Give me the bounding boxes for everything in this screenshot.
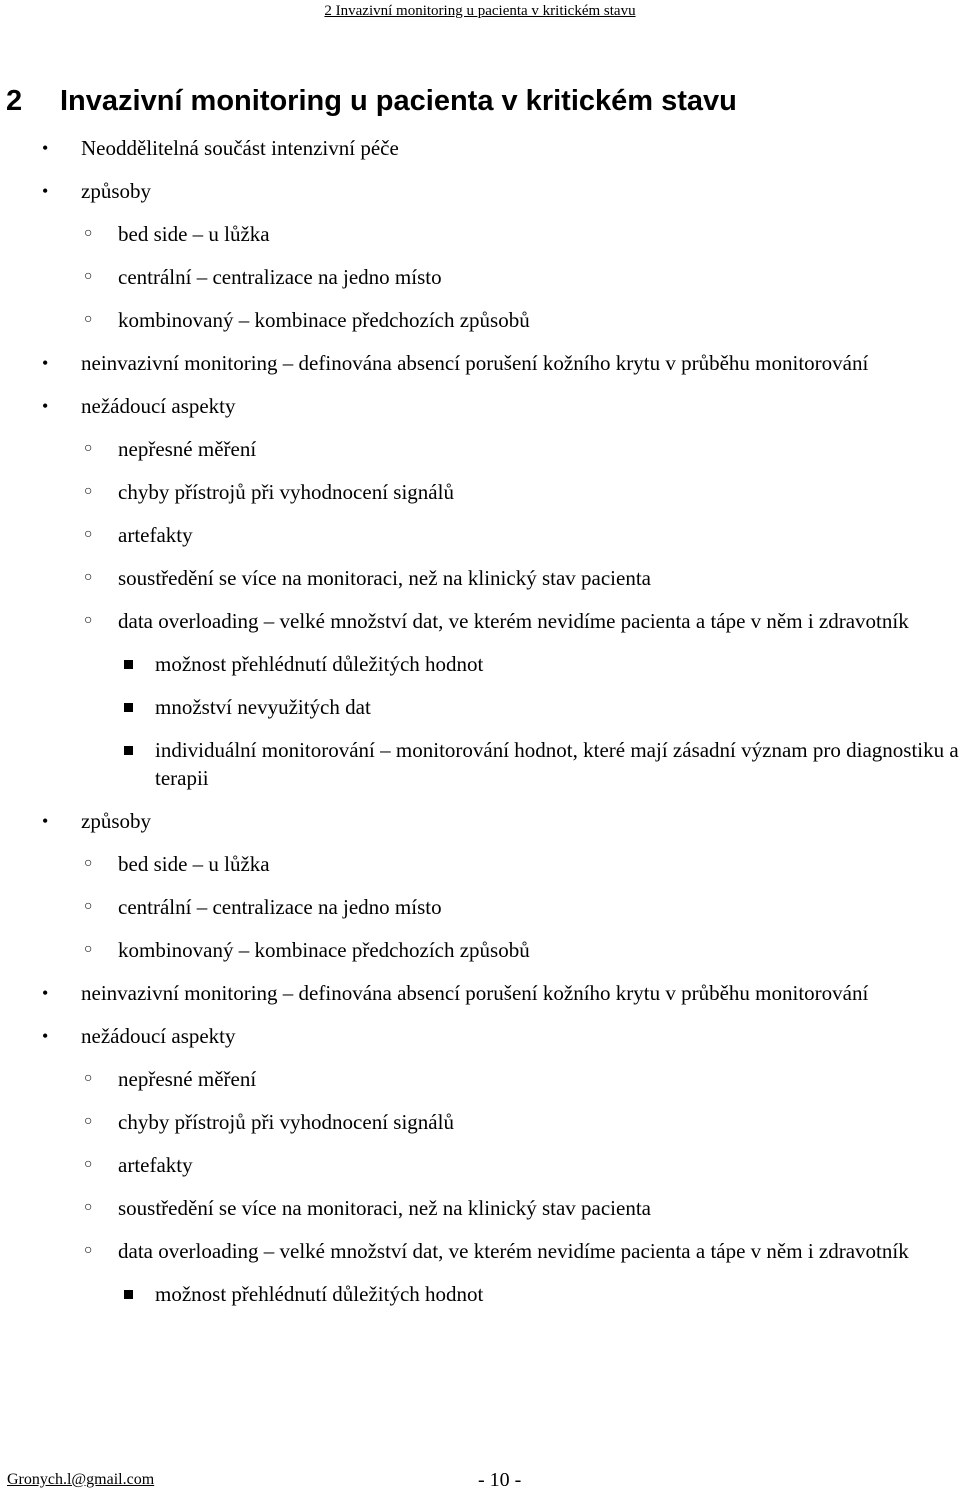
bullet-circle-icon: ○ — [84, 942, 93, 957]
list-item-level-2 — [0, 607, 938, 635]
bullet-circle-icon: ○ — [84, 269, 93, 284]
list-item-text: data overloading – velké množství dat, ve kterém nevidíme pacienta a tápe v něm i zdravotník — [118, 1239, 909, 1263]
list-item-text: nepřesné měření — [118, 437, 257, 461]
list-item-level-2 — [0, 220, 938, 248]
list-item-level-2 — [0, 564, 938, 592]
section-heading — [6, 82, 737, 120]
bullet-dot-icon: • — [42, 811, 49, 831]
list-item-level-2 — [0, 893, 938, 921]
list-item-text: individuální monitorování – monitorování hodnot, které mají zásadní význam pro diagnostiku a terapii — [155, 738, 959, 790]
list-item-level-2 — [0, 1237, 938, 1265]
list-item-level-1 — [0, 807, 931, 835]
bullet-circle-icon: ○ — [84, 899, 93, 914]
bullet-circle-icon: ○ — [84, 1071, 93, 1086]
list-item-text: data overloading – velké množství dat, ve kterém nevidíme pacienta a tápe v něm i zdravotník — [118, 609, 909, 633]
list-item-text: nežádoucí aspekty — [81, 1024, 236, 1048]
list-item-text: způsoby — [81, 809, 151, 833]
section-title: Invazivní monitoring u pacienta v kritickém stavu — [60, 85, 737, 117]
bullet-circle-icon: ○ — [84, 570, 93, 585]
bullet-circle-icon: ○ — [84, 856, 93, 871]
bullet-circle-icon: ○ — [84, 613, 93, 628]
list-item-level-2 — [0, 936, 938, 964]
bullet-square-icon — [124, 1290, 133, 1299]
list-item-level-1 — [0, 134, 931, 162]
list-item-level-2 — [0, 263, 938, 291]
list-item-text: soustředění se více na monitoraci, než na klinický stav pacienta — [118, 566, 651, 590]
list-item-text: nepřesné měření — [118, 1067, 257, 1091]
list-item-text: bed side – u lůžka — [118, 222, 270, 246]
list-item-level-2 — [0, 1194, 938, 1222]
list-item-text: chyby přístrojů při vyhodnocení signálů — [118, 480, 454, 504]
list-item-text: kombinovaný – kombinace předchozích způsobů — [118, 308, 530, 332]
list-item-level-1 — [0, 979, 931, 1007]
list-item-level-2 — [0, 435, 938, 463]
list-item-text: soustředění se více na monitoraci, než na klinický stav pacienta — [118, 1196, 651, 1220]
list-item-level-3 — [0, 1280, 960, 1308]
list-item-level-2 — [0, 1065, 938, 1093]
list-item-level-1 — [0, 392, 931, 420]
bullet-dot-icon: • — [42, 983, 49, 1003]
list-item-text: možnost přehlédnutí důležitých hodnot — [155, 652, 484, 676]
list-item-text: Neoddělitelná součást intenzivní péče — [81, 136, 399, 160]
bullet-circle-icon: ○ — [84, 1243, 93, 1258]
list-item-level-2 — [0, 521, 938, 549]
list-item-text: bed side – u lůžka — [118, 852, 270, 876]
footer-email-link[interactable]: Gronych.l@gmail.com — [7, 1471, 155, 1488]
list-item-level-2 — [0, 478, 938, 506]
list-item-level-2 — [0, 850, 938, 878]
list-item-text: centrální – centralizace na jedno místo — [118, 265, 442, 289]
running-header: 2 Invazivní monitoring u pacienta v kritickém stavu — [324, 3, 636, 19]
bullet-square-icon — [124, 746, 133, 755]
list-item-level-3 — [0, 650, 960, 678]
list-item-text: artefakty — [118, 1153, 193, 1177]
bullet-square-icon — [124, 703, 133, 712]
bullet-circle-icon: ○ — [84, 484, 93, 499]
list-item-text: kombinovaný – kombinace předchozích způsobů — [118, 938, 530, 962]
list-item-text: způsoby — [81, 179, 151, 203]
list-item-level-2 — [0, 1108, 938, 1136]
list-item-text: chyby přístrojů při vyhodnocení signálů — [118, 1110, 454, 1134]
list-item-text: možnost přehlédnutí důležitých hodnot — [155, 1282, 484, 1306]
list-item-text: neinvazivní monitoring – definována absencí porušení kožního krytu v průběhu monitorování — [81, 351, 869, 375]
list-item-text: nežádoucí aspekty — [81, 394, 236, 418]
list-item-text: centrální – centralizace na jedno místo — [118, 895, 442, 919]
bullet-circle-icon: ○ — [84, 1200, 93, 1215]
bullet-dot-icon: • — [42, 396, 49, 416]
list-item-text: artefakty — [118, 523, 193, 547]
bullet-square-icon — [124, 660, 133, 669]
list-item-level-1 — [0, 177, 931, 205]
bullet-circle-icon: ○ — [84, 1114, 93, 1129]
list-item-level-1 — [0, 349, 931, 377]
bullet-circle-icon: ○ — [84, 527, 93, 542]
list-item-level-2 — [0, 1151, 938, 1179]
list-item-level-3 — [0, 693, 960, 721]
list-item-text: neinvazivní monitoring – definována absencí porušení kožního krytu v průběhu monitorování — [81, 981, 869, 1005]
bullet-list — [0, 134, 960, 1323]
list-item-level-2 — [0, 306, 938, 334]
list-item-level-3 — [0, 736, 960, 792]
bullet-dot-icon: • — [42, 138, 49, 158]
section-number: 2 — [6, 85, 23, 117]
bullet-circle-icon: ○ — [84, 226, 93, 241]
bullet-circle-icon: ○ — [84, 312, 93, 327]
bullet-circle-icon: ○ — [84, 441, 93, 456]
bullet-dot-icon: • — [42, 181, 49, 201]
bullet-dot-icon: • — [42, 1026, 49, 1046]
bullet-dot-icon: • — [42, 353, 49, 373]
page-number: - 10 - — [478, 1469, 522, 1491]
list-item-text: množství nevyužitých dat — [155, 695, 371, 719]
bullet-circle-icon: ○ — [84, 1157, 93, 1172]
list-item-level-1 — [0, 1022, 931, 1050]
